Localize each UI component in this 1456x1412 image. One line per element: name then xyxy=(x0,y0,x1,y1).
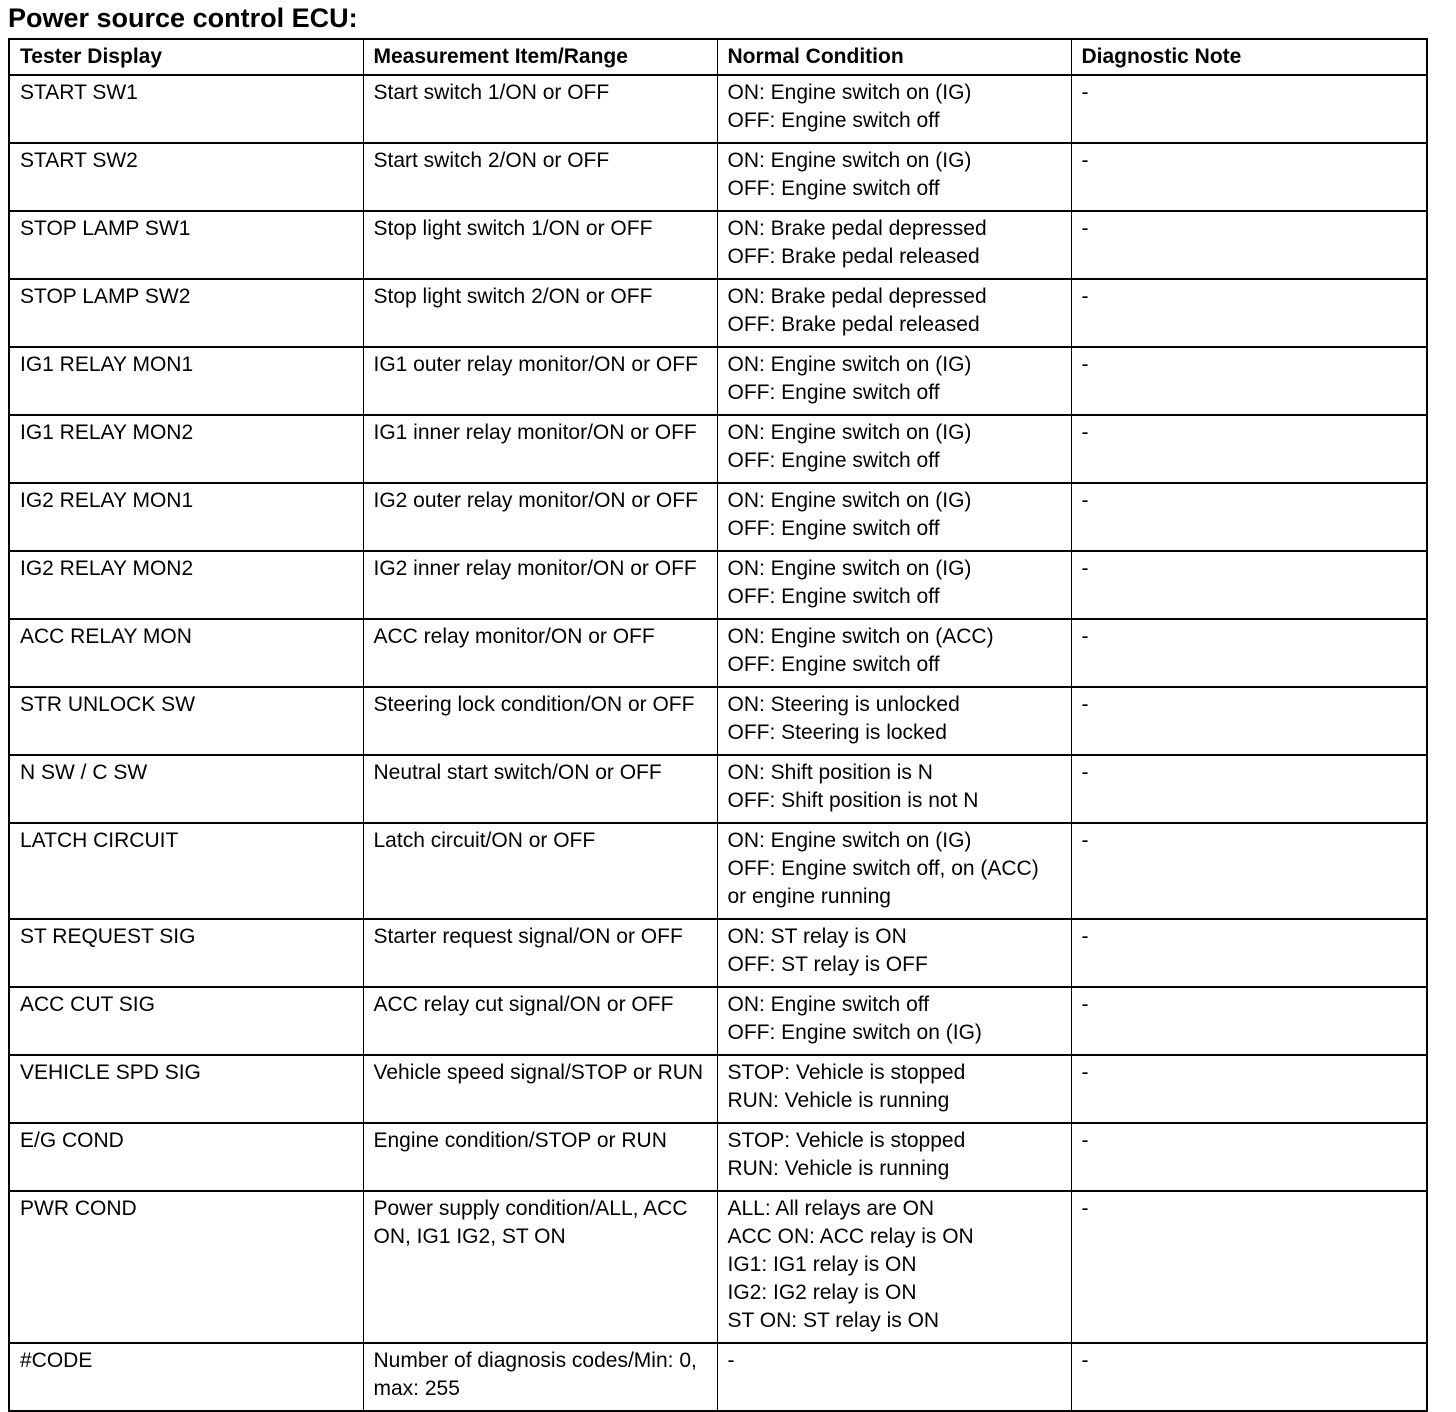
header-tester-display: Tester Display xyxy=(9,39,363,75)
diagnostic-note-cell: - xyxy=(1071,75,1427,143)
table-row xyxy=(9,415,1427,483)
measurement-item-cell: IG2 inner relay monitor/ON or OFF xyxy=(363,551,717,619)
normal-condition-cell xyxy=(717,347,1071,415)
tester-display-cell: IG2 RELAY MON1 xyxy=(9,483,363,551)
table-row xyxy=(9,1055,1427,1123)
normal-condition-cell xyxy=(717,619,1071,687)
normal-condition-line: OFF: Brake pedal released xyxy=(727,313,980,336)
normal-condition-line: OFF: Engine switch off xyxy=(727,653,940,676)
diagnostic-note-cell: - xyxy=(1071,619,1427,687)
normal-condition-cell xyxy=(717,1191,1071,1343)
diagnostic-note-cell: - xyxy=(1071,823,1427,919)
table-row xyxy=(9,1343,1427,1411)
tester-display-cell: START SW1 xyxy=(9,75,363,143)
normal-condition-line: ALL: All relays are ON xyxy=(727,1197,935,1220)
diagnostic-note-cell: - xyxy=(1071,987,1427,1055)
table-row xyxy=(9,823,1427,919)
diagnostic-note-cell: - xyxy=(1071,415,1427,483)
normal-condition-cell xyxy=(717,919,1071,987)
normal-condition-line: STOP: Vehicle is stopped xyxy=(727,1129,966,1152)
measurement-item-cell: Vehicle speed signal/STOP or RUN xyxy=(363,1055,717,1123)
normal-condition-cell xyxy=(717,279,1071,347)
normal-condition-line: ON: Engine switch on (IG) xyxy=(727,81,972,104)
measurement-item-cell: ACC relay cut signal/ON or OFF xyxy=(363,987,717,1055)
normal-condition-line: ACC ON: ACC relay is ON xyxy=(727,1225,974,1248)
table-row xyxy=(9,987,1427,1055)
diagnostic-note-cell: - xyxy=(1071,687,1427,755)
tester-display-cell: IG2 RELAY MON2 xyxy=(9,551,363,619)
table-row xyxy=(9,919,1427,987)
measurement-item-cell: Stop light switch 2/ON or OFF xyxy=(363,279,717,347)
tester-display-cell: STOP LAMP SW1 xyxy=(9,211,363,279)
normal-condition-cell xyxy=(717,823,1071,919)
diagnostic-note-cell: - xyxy=(1071,347,1427,415)
normal-condition-line: OFF: Brake pedal released xyxy=(727,245,980,268)
tester-display-cell: PWR COND xyxy=(9,1191,363,1343)
header-diagnostic-note: Diagnostic Note xyxy=(1071,39,1427,75)
normal-condition-cell xyxy=(717,1055,1071,1123)
table-row xyxy=(9,279,1427,347)
normal-condition-cell xyxy=(717,1343,1071,1411)
tester-display-cell: ACC RELAY MON xyxy=(9,619,363,687)
normal-condition-cell xyxy=(717,1123,1071,1191)
normal-condition-line: OFF: ST relay is OFF xyxy=(727,953,928,976)
normal-condition-line: ON: Engine switch on (IG) xyxy=(727,557,972,580)
measurement-item-cell: IG2 outer relay monitor/ON or OFF xyxy=(363,483,717,551)
diagnostic-note-cell: - xyxy=(1071,1055,1427,1123)
measurement-item-cell: Engine condition/STOP or RUN xyxy=(363,1123,717,1191)
tester-display-cell: #CODE xyxy=(9,1343,363,1411)
normal-condition-line: ON: Engine switch on (IG) xyxy=(727,829,972,852)
tester-display-cell: STOP LAMP SW2 xyxy=(9,279,363,347)
diagnostic-note-cell: - xyxy=(1071,1123,1427,1191)
normal-condition-line: ON: Engine switch off xyxy=(727,993,930,1016)
normal-condition-cell xyxy=(717,415,1071,483)
normal-condition-line: ON: Engine switch on (IG) xyxy=(727,489,972,512)
normal-condition-cell xyxy=(717,211,1071,279)
tester-display-cell: START SW2 xyxy=(9,143,363,211)
normal-condition-line: OFF: Steering is locked xyxy=(727,721,947,744)
data-list-table xyxy=(8,38,1428,1412)
page-title: Power source control ECU: xyxy=(8,3,358,33)
diagnostic-note-cell: - xyxy=(1071,1343,1427,1411)
table-row xyxy=(9,347,1427,415)
measurement-item-cell: IG1 inner relay monitor/ON or OFF xyxy=(363,415,717,483)
normal-condition-line: IG1: IG1 relay is ON xyxy=(727,1253,917,1276)
normal-condition-cell xyxy=(717,987,1071,1055)
normal-condition-line: OFF: Engine switch off xyxy=(727,585,940,608)
measurement-item-cell: IG1 outer relay monitor/ON or OFF xyxy=(363,347,717,415)
tester-display-cell: VEHICLE SPD SIG xyxy=(9,1055,363,1123)
normal-condition-line: ON: Engine switch on (ACC) xyxy=(727,625,994,648)
table-row xyxy=(9,619,1427,687)
header-measurement-item: Measurement Item/Range xyxy=(363,39,717,75)
normal-condition-cell xyxy=(717,143,1071,211)
diagnostic-note-cell: - xyxy=(1071,143,1427,211)
table-header-row xyxy=(9,39,1427,75)
normal-condition-cell xyxy=(717,687,1071,755)
tester-display-cell: STR UNLOCK SW xyxy=(9,687,363,755)
table-row xyxy=(9,687,1427,755)
diagnostic-note-cell: - xyxy=(1071,551,1427,619)
measurement-item-cell: Latch circuit/ON or OFF xyxy=(363,823,717,919)
normal-condition-line: ON: Engine switch on (IG) xyxy=(727,353,972,376)
tester-display-cell: E/G COND xyxy=(9,1123,363,1191)
normal-condition-line: OFF: Engine switch off xyxy=(727,109,940,132)
tester-display-cell: LATCH CIRCUIT xyxy=(9,823,363,919)
table-row xyxy=(9,1191,1427,1343)
table-row xyxy=(9,1123,1427,1191)
measurement-item-cell: Start switch 1/ON or OFF xyxy=(363,75,717,143)
diagnostic-note-cell: - xyxy=(1071,919,1427,987)
normal-condition-cell xyxy=(717,483,1071,551)
normal-condition-cell xyxy=(717,551,1071,619)
normal-condition-line: OFF: Engine switch off xyxy=(727,381,940,404)
diagnostic-note-cell: - xyxy=(1071,755,1427,823)
table-row xyxy=(9,211,1427,279)
normal-condition-line: ON: ST relay is ON xyxy=(727,925,907,948)
normal-condition-line: OFF: Shift position is not N xyxy=(727,789,979,812)
normal-condition-cell xyxy=(717,75,1071,143)
diagnostic-note-cell: - xyxy=(1071,279,1427,347)
measurement-item-cell: Stop light switch 1/ON or OFF xyxy=(363,211,717,279)
table-row xyxy=(9,551,1427,619)
normal-condition-line: ON: Steering is unlocked xyxy=(727,693,960,716)
tester-display-cell: IG1 RELAY MON1 xyxy=(9,347,363,415)
measurement-item-cell: ACC relay monitor/ON or OFF xyxy=(363,619,717,687)
normal-condition-line: IG2: IG2 relay is ON xyxy=(727,1281,917,1304)
normal-condition-line: OFF: Engine switch off xyxy=(727,517,940,540)
table-row xyxy=(9,75,1427,143)
normal-condition-line: ON: Engine switch on (IG) xyxy=(727,149,972,172)
normal-condition-line: STOP: Vehicle is stopped xyxy=(727,1061,966,1084)
normal-condition-line: ON: Engine switch on (IG) xyxy=(727,421,972,444)
tester-display-cell: N SW / C SW xyxy=(9,755,363,823)
normal-condition-cell xyxy=(717,755,1071,823)
diagnostic-note-cell: - xyxy=(1071,1191,1427,1343)
diagnostic-note-cell: - xyxy=(1071,211,1427,279)
measurement-item-cell: Neutral start switch/ON or OFF xyxy=(363,755,717,823)
measurement-item-cell: Steering lock condition/ON or OFF xyxy=(363,687,717,755)
diagnostic-note-cell: - xyxy=(1071,483,1427,551)
normal-condition-line: ON: Brake pedal depressed xyxy=(727,285,987,308)
normal-condition-line: ST ON: ST relay is ON xyxy=(727,1309,940,1332)
normal-condition-line: OFF: Engine switch on (IG) xyxy=(727,1021,982,1044)
header-normal-condition: Normal Condition xyxy=(717,39,1071,75)
normal-condition-line: ON: Brake pedal depressed xyxy=(727,217,987,240)
table-row xyxy=(9,143,1427,211)
measurement-item-cell: Power supply condition/ALL, ACC ON, IG1 IG2, ST ON xyxy=(363,1191,717,1343)
tester-display-cell: ST REQUEST SIG xyxy=(9,919,363,987)
normal-condition-line: - xyxy=(727,1349,735,1372)
normal-condition-line: OFF: Engine switch off xyxy=(727,449,940,472)
normal-condition-line: RUN: Vehicle is running xyxy=(727,1157,950,1180)
measurement-item-cell: Start switch 2/ON or OFF xyxy=(363,143,717,211)
measurement-item-cell: Number of diagnosis codes/Min: 0, max: 255 xyxy=(363,1343,717,1411)
tester-display-cell: ACC CUT SIG xyxy=(9,987,363,1055)
normal-condition-line: ON: Shift position is N xyxy=(727,761,933,784)
normal-condition-line: RUN: Vehicle is running xyxy=(727,1089,950,1112)
table-row xyxy=(9,755,1427,823)
table-row xyxy=(9,483,1427,551)
normal-condition-line: OFF: Engine switch off xyxy=(727,177,940,200)
tester-display-cell: IG1 RELAY MON2 xyxy=(9,415,363,483)
measurement-item-cell: Starter request signal/ON or OFF xyxy=(363,919,717,987)
normal-condition-line: OFF: Engine switch off, on (ACC) or engine running xyxy=(727,857,1039,908)
